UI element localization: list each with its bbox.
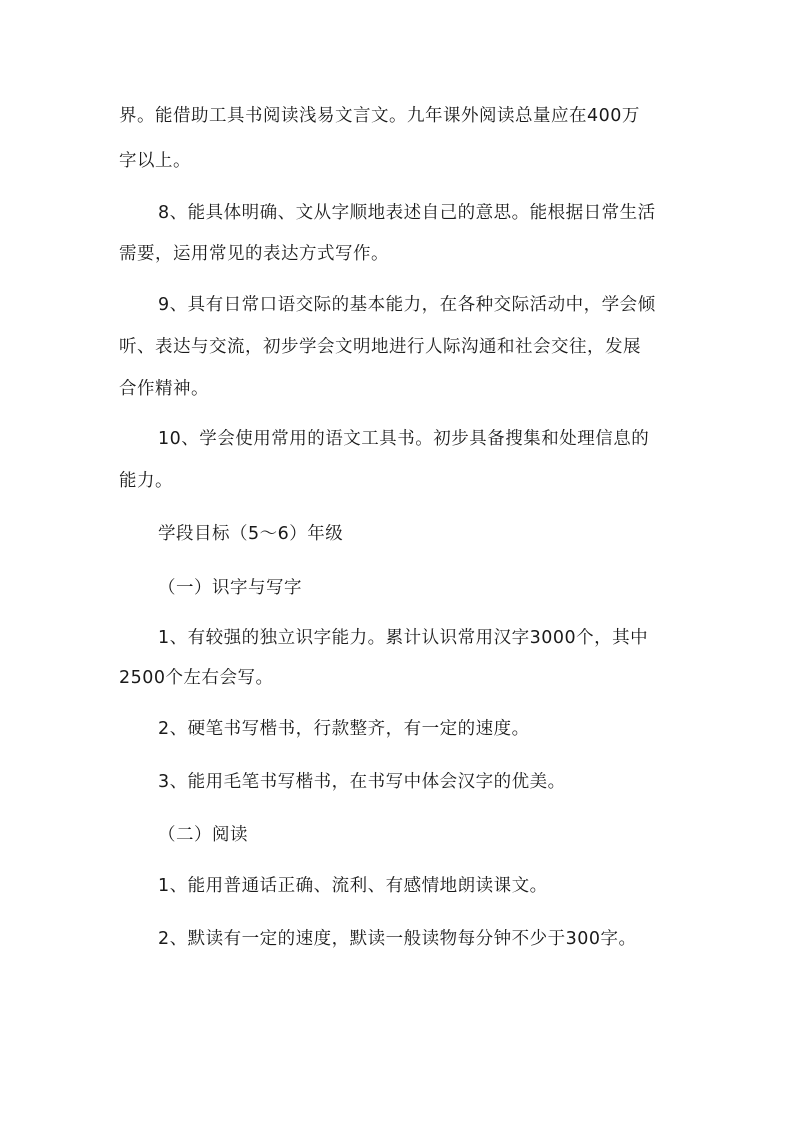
text-line: 2、硬笔书写楷书，行款整齐，有一定的速度。 bbox=[158, 719, 530, 739]
text-line: 3、能用毛笔书写楷书，在书写中体会汉字的优美。 bbox=[158, 772, 566, 792]
text-line: 界。能借助工具书阅读浅易文言文。九年课外阅读总量应在400万 bbox=[119, 106, 640, 126]
text-line: （二）阅读 bbox=[158, 825, 248, 845]
text-line: 需要，运用常见的表达方式写作。 bbox=[119, 244, 389, 264]
text-line: 1、有较强的独立识字能力。累计认识常用汉字3000个，其中 bbox=[158, 628, 649, 648]
text-line: 能力。 bbox=[119, 471, 173, 491]
text-line: 9、具有日常口语交际的基本能力，在各种交际活动中，学会倾 bbox=[158, 295, 656, 315]
text-line: 2、默读有一定的速度，默读一般读物每分钟不少于300字。 bbox=[158, 929, 637, 949]
text-line: 字以上。 bbox=[119, 151, 191, 171]
text-line: 合作精神。 bbox=[119, 379, 209, 399]
text-line: 10、学会使用常用的语文工具书。初步具备搜集和处理信息的 bbox=[158, 429, 650, 449]
text-line: 1、能用普通话正确、流利、有感情地朗读课文。 bbox=[158, 876, 548, 896]
text-line: 学段目标（5～6）年级 bbox=[158, 524, 344, 544]
text-line: 8、能具体明确、文从字顺地表述自己的意思。能根据日常生活 bbox=[158, 203, 656, 223]
text-line: 听、表达与交流，初步学会文明地进行人际沟通和社会交往，发展 bbox=[119, 337, 641, 357]
text-line: （一）识字与写字 bbox=[158, 578, 302, 598]
text-line: 2500个左右会写。 bbox=[119, 668, 274, 688]
